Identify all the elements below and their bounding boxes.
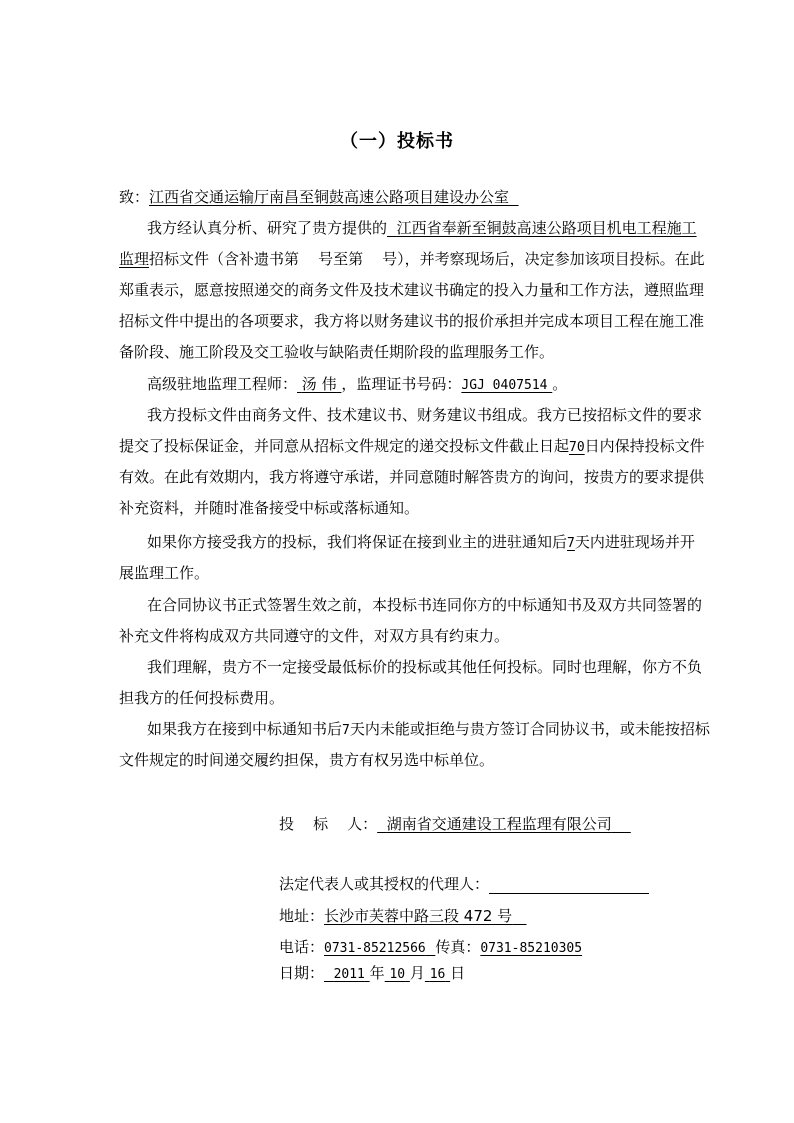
fax-value: 0731-85210305: [480, 941, 583, 956]
address-line: [279, 906, 527, 926]
para3-line1: 如果你方接受我方的投标，我们将保证在接到业主的进驻通知后7天内进驻现场并开: [147, 533, 695, 551]
date-line: 日期： 2011 年 10 月 16 日: [279, 964, 466, 982]
para5-line2: 担我方的任何投标费用。: [119, 689, 285, 707]
date-year: 2011: [333, 967, 365, 982]
para3-line2: 展监理工作。: [119, 564, 210, 582]
representative-blank: [489, 877, 649, 894]
para1-line4: 招标文件中提出的各项要求，我方将以财务建议书的报价承担并完成本项目工程在施工准: [119, 312, 705, 330]
cert-label: ，监理证书号码：: [341, 375, 462, 393]
bidder-name: 湖南省交通建设工程监理有限公司: [386, 815, 612, 833]
address-label: 地址：: [279, 907, 325, 925]
phone-value: 0731-85212566: [324, 941, 426, 956]
date-day: 16: [429, 967, 446, 982]
document-title: （一）投标书: [340, 131, 454, 152]
phone-label: 电话：: [279, 938, 325, 956]
para6-line1: 如果我方在接到中标通知书后7天内未能或拒绝与贵方签订合同协议书，或未能按招标: [147, 720, 710, 738]
para1-line3: 郑重表示，愿意按照递交的商务文件及技术建议书确定的投入力量和工作方法，遵照监理: [119, 281, 705, 299]
engineer-label: 高级驻地监理工程师：: [147, 375, 298, 393]
date-month: 10: [389, 967, 406, 982]
addressee-prefix: 致：: [119, 188, 150, 206]
para1-line5: 备阶段、施工阶段及交工验收与缺陷责任期阶段的监理服务工作。: [119, 343, 555, 361]
para5-line1: 我们理解，贵方不一定接受最低标价的投标或其他任何投标。同时也理解，你方不负: [147, 658, 703, 676]
validity-days: 70: [569, 440, 585, 455]
date-label: 日期：: [279, 964, 325, 982]
para4-line1: 在合同协议书正式签署生效之前，本投标书连同你方的中标通知书及双方共同签署的: [147, 596, 703, 614]
para2-line3: 有效。在此有效期内，我方将遵守承诺，并同意随时解答贵方的询问，按贵方的要求提供: [119, 468, 705, 486]
engineer-line: 高级驻地监理工程师： 汤 伟 ，监理证书号码：JGJ 0407514 。: [147, 375, 568, 393]
address-value: 长沙市芙蓉中路三段 472 号: [324, 907, 513, 925]
project-name: 江西省奉新至铜鼓高速公路项目机电工程施工: [396, 219, 697, 237]
representative-label: 法定代表人或其授权的代理人：: [279, 875, 490, 893]
engineer-name: 汤 伟: [301, 375, 337, 393]
para2-line4: 补充资料，并随时准备接受中标或落标通知。: [119, 499, 420, 517]
para2-line1: 我方投标文件由商务文件、技术建议书、财务建议书组成。我方已按招标文件的要求: [147, 406, 703, 424]
entry-days: 7: [567, 536, 575, 551]
cert-number: JGJ 0407514: [461, 378, 548, 393]
para1-line1: 我方经认真分析、研究了贵方提供的 江西省奉新至铜鼓高速公路项目机电工程施工: [147, 219, 697, 237]
bidder-line: [279, 814, 631, 834]
representative-line: [279, 874, 649, 894]
fax-label: 传真：: [435, 938, 481, 956]
contact-line: [279, 937, 582, 959]
addressee-line: [119, 187, 519, 207]
para2-line2: 提交了投标保证金，并同意从招标文件规定的递交投标文件截止日起70日内保持投标文件: [119, 437, 705, 455]
para4-line2: 补充文件将构成双方共同遵守的文件，对双方具有约束力。: [119, 627, 510, 645]
para6-line2: 文件规定的时间递交履约担保，贵方有权另选中标单位。: [119, 751, 495, 769]
addressee-name: 江西省交通运输厅南昌至铜鼓高速公路项目建设办公室: [149, 188, 510, 206]
para1-line2: 监理招标文件（含补遗书第 号至第 号），并考察现场后，决定参加该项目投标。在此: [119, 250, 705, 268]
bidder-label: 投 标 人：: [279, 815, 378, 833]
